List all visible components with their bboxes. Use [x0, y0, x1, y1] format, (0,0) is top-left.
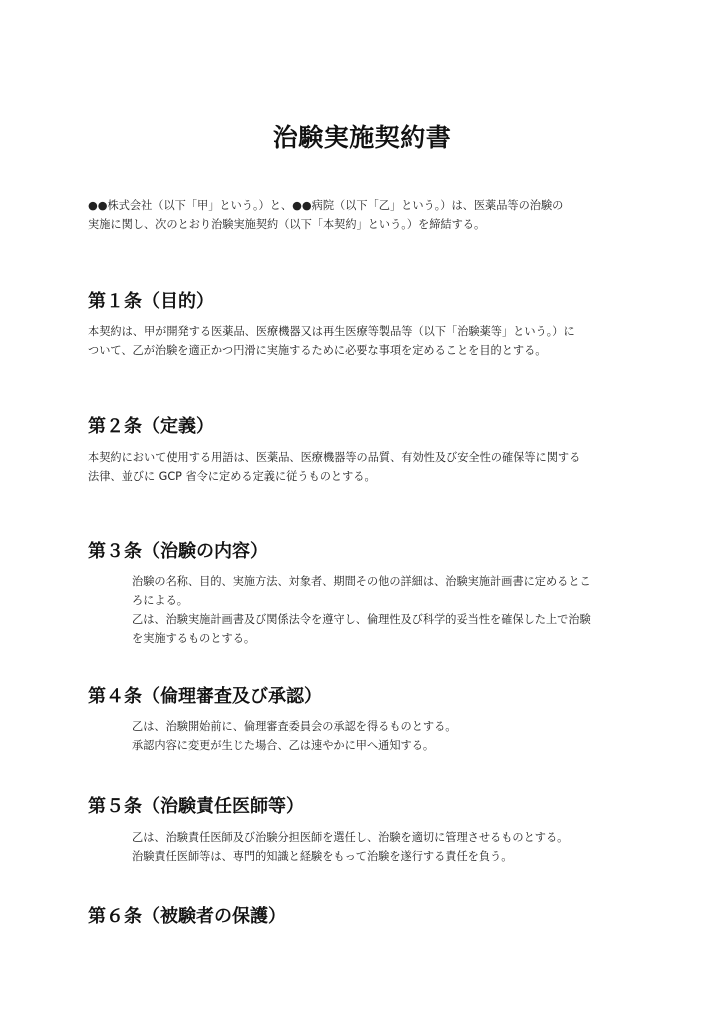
intro-paragraph: [88, 196, 563, 234]
article-line: を実施するものとする。: [132, 632, 256, 645]
article-5-heading: 第５条（治験責任医師等）: [88, 796, 304, 817]
article-line: 承認内容に変更が生じた場合、乙は速やかに甲へ通知する。: [132, 739, 435, 752]
article-line: ついて、乙が治験を適正かつ円滑に実施するために必要な事項を定めることを目的とする。: [88, 344, 547, 357]
article-3-body: [132, 572, 591, 648]
article-4-heading: 第４条（倫理審査及び承認）: [88, 686, 322, 707]
article-line: 乙は、治験責任医師及び治験分担医師を選任し、治験を適切に管理させるものとする。: [132, 831, 569, 844]
article-6-heading: 第６条（被験者の保護）: [88, 906, 286, 927]
article-4-body: [132, 717, 456, 755]
article-line: 本契約において使用する用語は、医薬品、医療機器等の品質、有効性及び安全性の確保等に関する: [88, 451, 581, 464]
article-line: 治験の名称、目的、実施方法、対象者、期間その他の詳細は、治験実施計画書に定めるとこ: [132, 575, 591, 588]
intro-line: 実施に関し、次のとおり治験実施契約（以下「本契約」という。）を締結する。: [88, 218, 486, 231]
article-2-heading: 第２条（定義）: [88, 416, 214, 437]
article-line: 本契約は、甲が開発する医薬品、医療機器又は再生医療等製品等（以下「治験薬等」という。）に: [88, 325, 575, 338]
article-1-heading: 第１条（目的）: [88, 291, 214, 312]
document-title: 治験実施契約書: [272, 123, 452, 152]
article-line: 乙は、治験開始前に、倫理審査委員会の承認を得るものとする。: [132, 720, 457, 733]
article-1-body: [88, 322, 575, 360]
article-3-heading: 第３条（治験の内容）: [88, 541, 268, 562]
article-line: 乙は、治験実施計画書及び関係法令を遵守し、倫理性及び科学的妥当性を確保した上で治験: [132, 613, 591, 626]
intro-line: ●●株式会社（以下「甲」という。）と、●●病院（以下「乙」という。）は、医薬品等の治験の: [88, 199, 564, 212]
article-line: ろによる。: [132, 594, 188, 607]
article-5-body: [132, 828, 568, 866]
article-line: 法律、並びに GCP 省令に定める定義に従うものとする。: [88, 470, 376, 483]
article-2-body: [88, 448, 580, 486]
article-line: 治験責任医師等は、専門的知識と経験をもって治験を遂行する責任を負う。: [132, 850, 513, 863]
